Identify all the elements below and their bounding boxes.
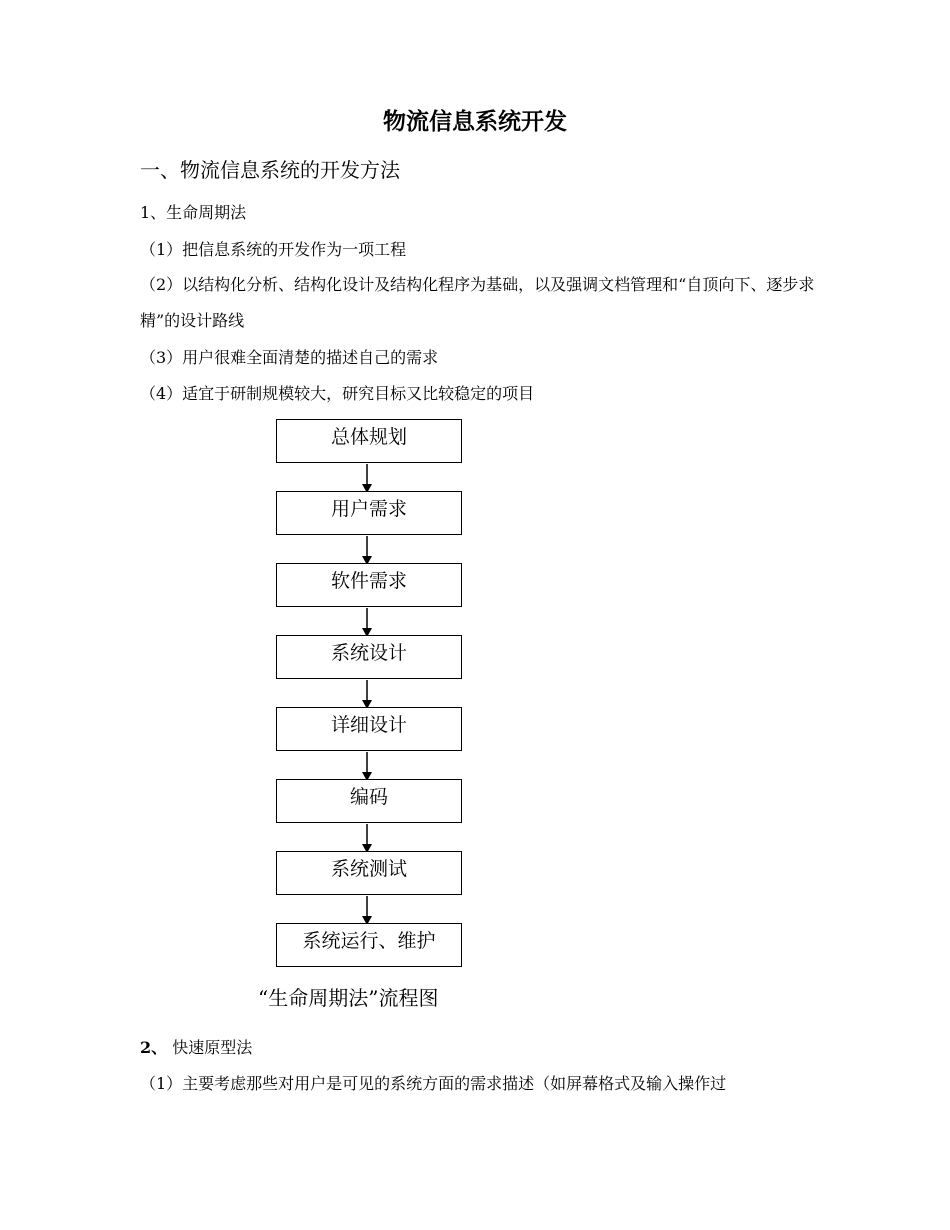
list-item: （3）用户很难全面清楚的描述自己的需求 — [140, 348, 439, 367]
flow-step: 软件需求 — [276, 563, 462, 607]
flow-step: 系统测试 — [276, 851, 462, 895]
flow-arrow-icon — [361, 464, 373, 494]
flow-step: 详细设计 — [276, 707, 462, 751]
list-item: （1）把信息系统的开发作为一项工程 — [140, 240, 407, 259]
flow-step: 用户需求 — [276, 491, 462, 535]
subsection-number: 2、 — [140, 1038, 168, 1057]
list-item: （2）以结构化分析、结构化设计及结构化程序为基础，以及强调文档管理和“自顶向下、逐步求精”的设计路线 — [140, 275, 815, 330]
flow-step: 系统设计 — [276, 635, 462, 679]
flow-arrow-icon — [361, 896, 373, 926]
subsection-title: 快速原型法 — [167, 1038, 253, 1057]
flowchart-caption: “生命周期法”流程图 — [258, 986, 439, 1010]
flow-arrow-icon — [361, 536, 373, 566]
section-heading: 一、物流信息系统的开发方法 — [140, 158, 400, 182]
subsection-heading-lifecycle: 1、生命周期法 — [140, 203, 247, 222]
page-title: 物流信息系统开发 — [383, 109, 567, 135]
list-item: （4）适宜于研制规模较大，研究目标又比较稳定的项目 — [140, 384, 535, 403]
flow-arrow-icon — [361, 608, 373, 638]
flow-step: 总体规划 — [276, 419, 462, 463]
flow-arrow-icon — [361, 824, 373, 854]
flow-step: 编码 — [276, 779, 462, 823]
list-item: （1）主要考虑那些对用户是可见的系统方面的需求描述（如屏幕格式及输入操作过 — [140, 1074, 727, 1093]
subsection-heading-prototype — [140, 1036, 252, 1060]
flow-step: 系统运行、维护 — [276, 923, 462, 967]
flow-arrow-icon — [361, 680, 373, 710]
flow-arrow-icon — [361, 752, 373, 782]
